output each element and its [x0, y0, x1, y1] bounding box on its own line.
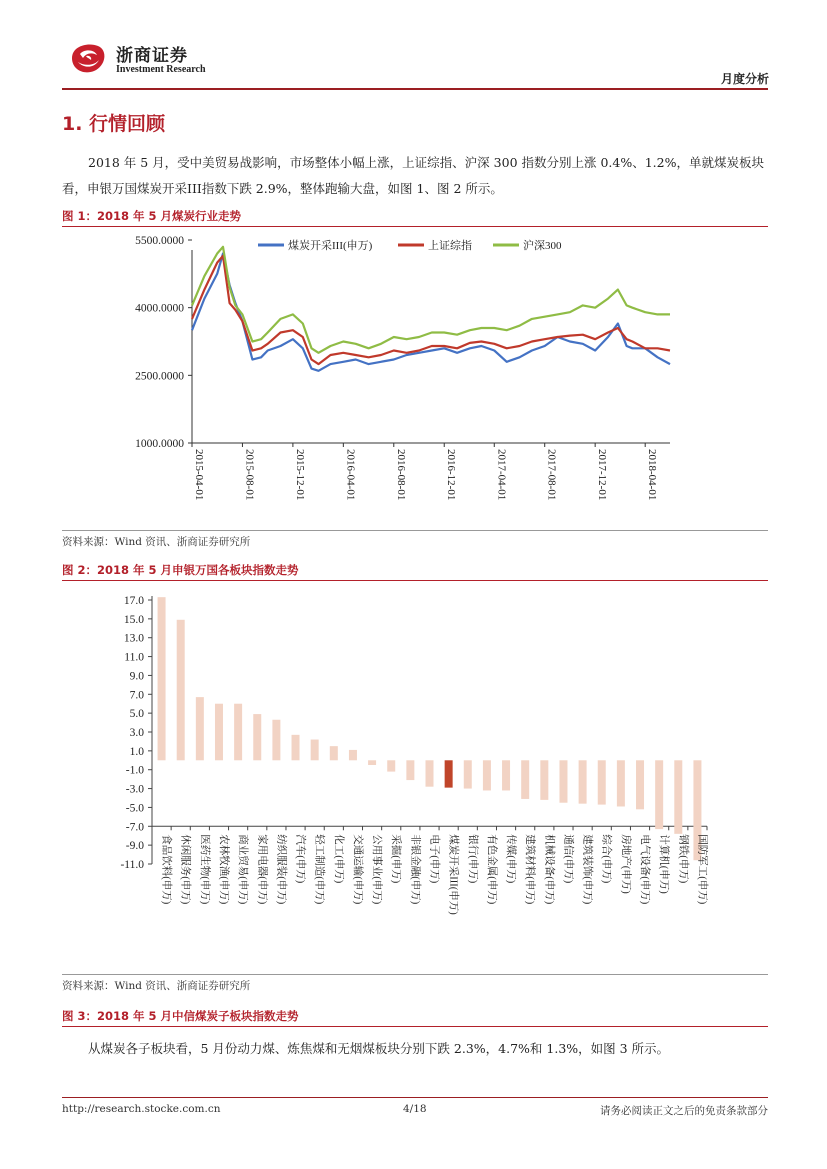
chart2-bar [445, 760, 453, 787]
chart2-bar [253, 714, 261, 760]
chart2-y-tick-label: -7.0 [125, 821, 144, 834]
chart2-bar [540, 760, 548, 800]
chart1-x-tick-label: 2018-04-01 [646, 449, 659, 501]
chart2-category-label: 钢铁(申万) [677, 834, 689, 884]
chart1-x-tick-label: 2016-04-01 [344, 449, 357, 501]
chart2-y-tick-label: 5.0 [129, 708, 144, 721]
chart2-bar [368, 760, 376, 765]
chart2-category-label: 建筑材料(申万) [524, 834, 536, 905]
chart2-bar [234, 704, 242, 761]
chart2-bar [177, 620, 185, 760]
chart2-y-tick-label: 7.0 [129, 689, 144, 702]
chart2-category-label: 计算机(申万) [658, 834, 670, 894]
figure3-caption: 图 3：2018 年 5 月中信煤炭子板块指数走势 [62, 1009, 299, 1023]
chart2-category-label: 综合(申万) [600, 834, 612, 884]
coal-industry-trend-chart [62, 228, 768, 528]
footer-divider [62, 1097, 768, 1098]
legend-label-2: 沪深300 [523, 240, 562, 252]
chart2-y-tick-label: -3.0 [125, 783, 144, 796]
chart2-y-tick-label: -5.0 [125, 802, 144, 815]
legend-label-1: 上证综指 [428, 240, 472, 252]
chart1-series-line-0 [192, 254, 670, 371]
chart2-y-tick-label: -11.0 [120, 859, 144, 871]
chart2-y-tick-label: 15.0 [123, 613, 144, 626]
figure2-source: 资料来源：Wind 资讯、浙商证券研究所 [62, 980, 251, 992]
chart2-category-label: 轻工制造(申万) [313, 834, 325, 905]
chart2-category-label: 煤炭开采III(申万) [447, 834, 459, 915]
chart2-bar [674, 760, 682, 834]
chart1-y-tick-label: 5500.0000 [135, 235, 184, 247]
chart2-bar [196, 697, 204, 760]
chart1-x-tick-label: 2015-12-01 [293, 449, 306, 501]
chart2-bar [426, 760, 434, 786]
chart2-y-tick-label: 3.0 [129, 727, 144, 739]
chart2-bar [311, 740, 319, 761]
chart2-y-tick-label: 1.0 [129, 745, 144, 758]
paragraph-coal-subsectors: 从煤炭各子板块看，5 月份动力煤、炼焦煤和无烟煤板块分别下跌 2.3%，4.7%和 1.3%，如图 3 所示。 [88, 1041, 670, 1056]
chart2-bar [636, 760, 644, 809]
chart2-bar [406, 760, 414, 780]
chart2-bar [292, 735, 300, 760]
chart1-x-tick-label: 2017-08-01 [545, 449, 558, 501]
chart2-y-tick-label: 11.0 [124, 651, 144, 664]
chart1-x-tick-label: 2017-04-01 [495, 449, 508, 501]
figure2-source-line [62, 974, 768, 975]
chart1-x-tick-label: 2016-08-01 [394, 449, 407, 501]
chart2-y-tick-label: -9.0 [125, 840, 144, 853]
logo-icon [66, 40, 110, 76]
chart2-bar [617, 760, 625, 806]
chart2-category-label: 休闲服务(申万) [179, 834, 191, 905]
chart1-x-tick-label: 2015-08-01 [243, 449, 256, 501]
chart2-y-tick-label: 17.0 [123, 595, 144, 607]
figure1-source: 资料来源：Wind 资讯、浙商证券研究所 [62, 536, 251, 548]
chart2-category-label: 机械设备(申万) [543, 834, 555, 905]
chart2-bar [559, 760, 567, 802]
chart2-bar [330, 746, 338, 760]
chart2-y-tick-label: -1.0 [125, 764, 144, 777]
chart2-category-label: 食品饮料(申万) [160, 834, 172, 905]
chart1-x-tick-label: 2015-04-01 [193, 449, 205, 501]
chart2-y-tick-label: 9.0 [129, 670, 144, 683]
chart2-category-label: 有色金属(申万) [485, 834, 497, 905]
chart2-category-label: 电气设备(申万) [639, 834, 651, 905]
footer-page-number: 4/18 [403, 1103, 427, 1115]
footer-disclaimer: 请务必阅读正文之后的免责条款部分 [600, 1105, 768, 1117]
chart1-y-tick-label: 4000.0000 [135, 302, 184, 315]
chart2-category-label: 传媒(申万) [505, 834, 517, 884]
section-title: 1. 行情回顾 [62, 113, 166, 135]
figure1-caption: 图 1：2018 年 5 月煤炭行业走势 [62, 209, 242, 223]
chart1-y-tick-label: 2500.0000 [135, 370, 184, 383]
chart2-category-label: 通信(申万) [562, 834, 574, 884]
chart1-legend [258, 238, 562, 252]
legend-label-0: 煤炭开采III(申万) [288, 240, 373, 252]
chart2-category-label: 采掘(申万) [390, 834, 402, 884]
chart1-y-tick-label: 1000.0000 [135, 438, 184, 450]
document-type: 月度分析 [720, 72, 769, 86]
chart2-category-label: 家用电器(申万) [256, 834, 268, 905]
chart2-category-label: 农林牧渔(申万) [217, 834, 229, 905]
brand-name-en: Investment Research [116, 64, 206, 75]
chart2-bar [215, 704, 223, 761]
chart2-bar [158, 597, 166, 760]
chart1-x-tick-label: 2017-12-01 [596, 449, 609, 501]
chart2-category-label: 建筑装饰(申万) [581, 834, 593, 905]
chart2-bar [655, 760, 663, 829]
chart2-category-label: 公用事业(申万) [371, 834, 383, 905]
paragraph-market-review: 2018 年 5 月，受中美贸易战影响，市场整体小幅上涨，上证综指、沪深 300 指数分别上涨 0.4%、1.2%，单就煤炭板块看，申银万国煤炭开采III指数下跌 2.9%，整体跑输大盘，如图 1、图 2 所示。 [62, 155, 764, 196]
figure3-caption-line [62, 1026, 768, 1027]
chart1-x-tick-label: 2016-12-01 [445, 449, 458, 501]
chart2-category-label: 交通运输(申万) [351, 834, 363, 905]
figure1-caption-line [62, 226, 768, 227]
header-divider [62, 88, 768, 90]
chart2-category-label: 医药生物(申万) [198, 834, 210, 905]
chart2-bar [349, 750, 357, 760]
chart2-category-label: 银行(申万) [466, 834, 478, 884]
brand-name-cn: 浙商证券 [116, 46, 188, 66]
chart2-bar [272, 720, 280, 761]
chart2-bar [387, 760, 395, 771]
chart2-category-label: 房地产(申万) [619, 834, 631, 894]
chart2-bar [598, 760, 606, 804]
chart2-category-label: 非银金融(申万) [409, 834, 421, 905]
chart2-bar [464, 760, 472, 788]
chart2-category-label: 化工(申万) [332, 834, 344, 884]
chart2-category-label: 商业贸易(申万) [237, 834, 249, 905]
chart2-category-label: 电子(申万) [428, 834, 440, 884]
sector-index-bar-chart [62, 582, 768, 972]
figure2-caption: 图 2：2018 年 5 月申银万国各板块指数走势 [62, 563, 299, 577]
chart2-category-label: 汽车(申万) [294, 834, 306, 884]
chart2-bar [579, 760, 587, 803]
chart2-category-label: 国防军工(申万) [696, 834, 708, 905]
chart2-y-tick-label: 13.0 [123, 632, 144, 645]
figure1-source-line [62, 530, 768, 531]
chart2-bar [502, 760, 510, 790]
chart2-bar [521, 760, 529, 799]
chart2-bar [483, 760, 491, 790]
figure2-caption-line [62, 580, 768, 581]
footer-url[interactable]: http://research.stocke.com.cn [62, 1103, 221, 1115]
chart2-category-label: 纺织服装(申万) [275, 834, 287, 905]
